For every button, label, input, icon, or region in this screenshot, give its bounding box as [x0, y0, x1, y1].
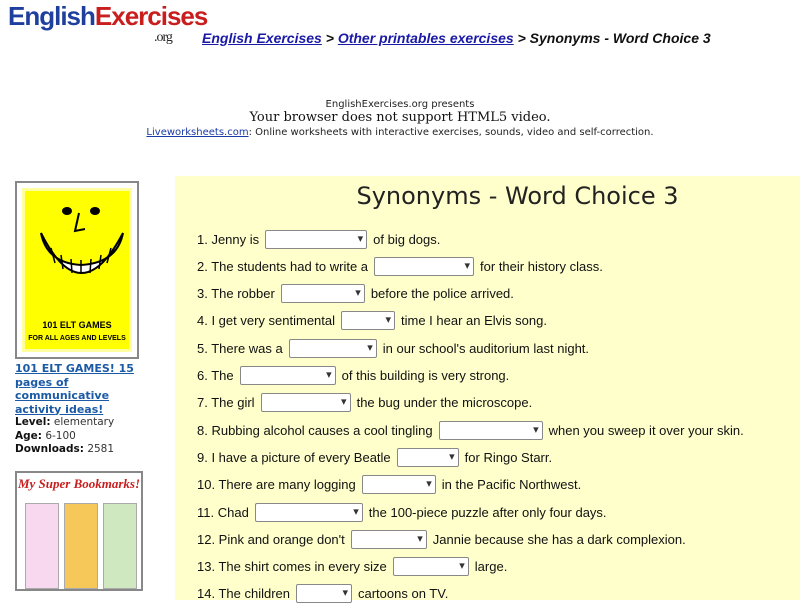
question-row: 5. There was a ▾ in our school's auditorium last night. [197, 337, 589, 359]
question-row: 13. The shirt comes in every size ▾ large. [197, 556, 507, 578]
answer-dropdown[interactable] [374, 257, 474, 276]
question-row: 8. Rubbing alcohol causes a cool tingling ▾ when you sweep it over your skin. [197, 419, 744, 441]
presents-text: EnglishExercises.org presents [325, 99, 475, 110]
giraffe-bookmark-image [64, 503, 98, 589]
worksheet-title: Synonyms - Word Choice 3 [356, 182, 679, 210]
breadcrumb-current: Synonyms - Word Choice 3 [529, 30, 711, 46]
breadcrumb-home-link[interactable]: English Exercises [202, 30, 322, 46]
question-row: 11. Chad ▾ the 100-piece puzzle after only four days. [197, 501, 607, 523]
answer-dropdown[interactable] [255, 503, 363, 522]
elt-games-link[interactable]: 101 ELT GAMES! 15 pages of communicative activity ideas! [15, 362, 134, 416]
answer-dropdown[interactable] [289, 339, 377, 358]
question-row: 12. Pink and orange don't ▾ Jannie because she has a dark complexion. [197, 528, 686, 550]
question-row: 10. There are many logging ▾ in the Pacific Northwest. [197, 474, 581, 496]
answer-dropdown[interactable] [351, 530, 427, 549]
answer-dropdown[interactable] [397, 448, 459, 467]
question-row: 4. I get very sentimental ▾ time I hear an Elvis song. [197, 310, 547, 332]
pig-bookmark-image [25, 503, 59, 589]
smiley-face-icon [27, 193, 135, 303]
question-row: 3. The robber ▾ before the police arrived. [197, 283, 514, 305]
answer-dropdown[interactable] [265, 230, 367, 249]
question-row: 2. The students had to write a ▾ for their history class. [197, 255, 603, 277]
answer-dropdown[interactable] [281, 284, 365, 303]
answer-dropdown[interactable] [362, 475, 436, 494]
question-row: 7. The girl ▾ the bug under the microscope. [197, 392, 532, 414]
answer-dropdown[interactable] [439, 421, 543, 440]
question-row: 1. Jenny is ▾ of big dogs. [197, 228, 440, 250]
answer-dropdown[interactable] [240, 366, 336, 385]
question-row: 6. The ▾ of this building is very strong. [197, 365, 509, 387]
liveworksheets-link[interactable]: Liveworksheets.com [146, 127, 249, 138]
bookmarks-thumbnail[interactable]: My Super Bookmarks! [15, 471, 143, 591]
breadcrumb: English Exercises > Other printables exercises > Synonyms - Word Choice 3 [202, 30, 711, 46]
site-logo[interactable]: EnglishExercises .org [8, 1, 208, 45]
sidebar: 101 ELT GAMES FOR ALL AGES AND LEVELS 101 ELT GAMES! 15 pages of communicative activity ideas! Level: elementary Age: 6-100 Downloads: 2581 My Super Bookmarks! [15, 181, 143, 591]
elt-games-thumbnail[interactable]: 101 ELT GAMES FOR ALL AGES AND LEVELS [15, 181, 139, 359]
question-row: 9. I have a picture of every Beatle ▾ for Ringo Starr. [197, 446, 552, 468]
question-row: 14. The children ▾ cartoons on TV. [197, 583, 448, 605]
answer-dropdown[interactable] [341, 311, 395, 330]
breadcrumb-section-link[interactable]: Other printables exercises [337, 30, 514, 46]
frog-bookmark-image [103, 503, 137, 589]
liveworksheets-line: Liveworksheets.com: Online worksheets with interactive exercises, sounds, video and self-correction. [146, 127, 654, 138]
answer-dropdown[interactable] [261, 393, 351, 412]
video-fallback-text: Your browser does not support HTML5 video. [249, 110, 551, 125]
worksheet [175, 176, 800, 600]
answer-dropdown[interactable] [296, 584, 352, 603]
answer-dropdown[interactable] [393, 557, 469, 576]
